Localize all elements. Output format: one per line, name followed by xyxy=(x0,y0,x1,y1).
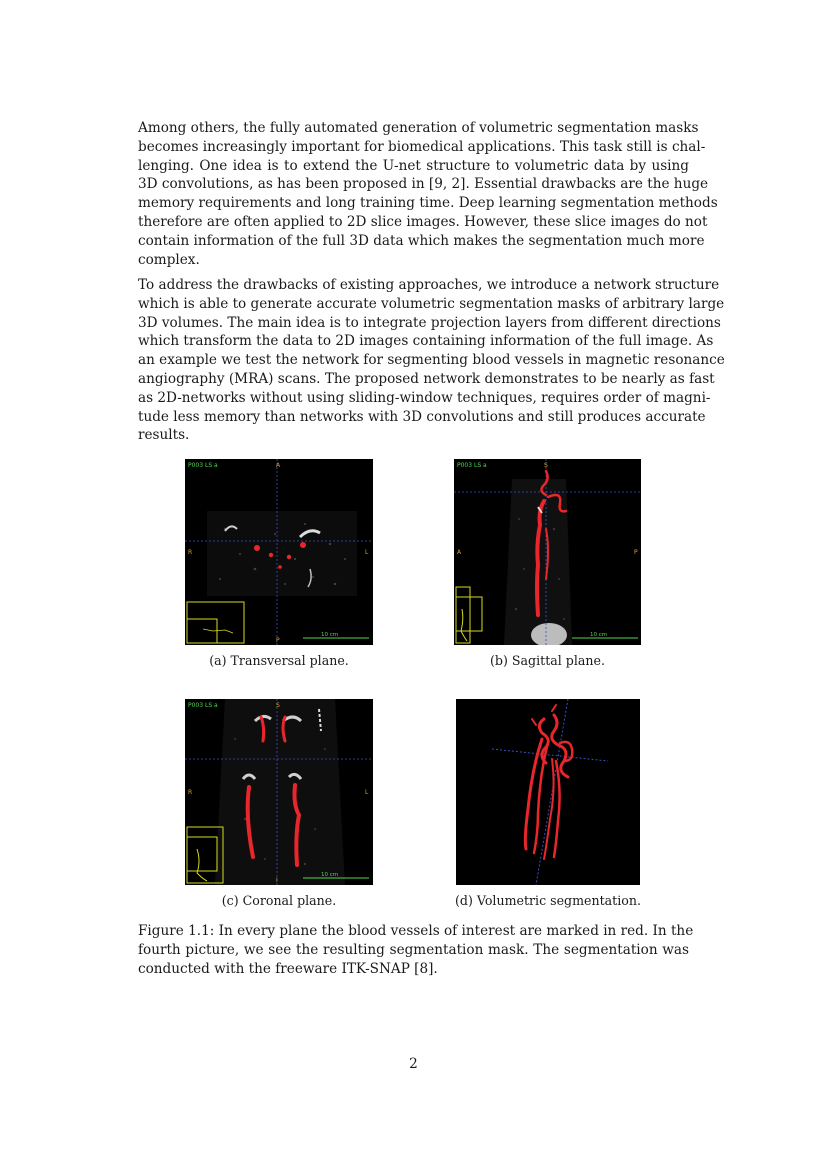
orientation-left-label: A xyxy=(457,549,462,556)
text-line: contain information of the full 3D data which makes the segmentation much more xyxy=(138,232,705,249)
caption-coronal: (c) Coronal plane. xyxy=(221,893,337,908)
paragraph-intro xyxy=(138,119,718,269)
paragraph-approach xyxy=(138,276,725,445)
page-number: 2 xyxy=(409,1056,418,1072)
orientation-right-label: L xyxy=(365,789,369,796)
caption-transversal: (a) Transversal plane. xyxy=(209,653,349,668)
image-id-label: P003 LS a xyxy=(188,702,218,709)
image-id-label: P003 LS a xyxy=(457,462,487,469)
text-line: results. xyxy=(138,427,190,444)
text-line: therefore are often applied to 2D slice images. However, these slice images do not xyxy=(138,213,708,230)
text-line: angiography (MRA) scans. The proposed network demonstrates to be nearly as fast xyxy=(138,370,715,387)
text-line: which transform the data to 2D images containing information of the full image. As xyxy=(138,333,714,350)
figure-transversal-plane xyxy=(185,459,373,645)
text-line: as 2D-networks without using sliding-window techniques, requires order of magni- xyxy=(138,389,711,406)
scale-bar-label: 10 cm xyxy=(321,632,339,638)
text-line: memory requirements and long training time. Deep learning segmentation methods xyxy=(138,195,718,212)
orientation-top-label: A xyxy=(276,462,281,469)
orientation-right-label: P xyxy=(634,549,638,556)
scale-bar-label: 10 cm xyxy=(321,872,339,878)
figure-coronal-plane xyxy=(185,699,373,885)
figure-caption xyxy=(138,922,694,978)
caption-sagittal: (b) Sagittal plane. xyxy=(490,653,605,668)
figure-sagittal-plane xyxy=(454,459,641,645)
text-line: 3D volumes. The main idea is to integrate projection layers from different directions xyxy=(138,314,721,331)
text-line: To address the drawbacks of existing approaches, we introduce a network structure xyxy=(138,277,720,293)
text-line: fourth picture, we see the resulting segmentation mask. The segmentation was xyxy=(138,941,689,958)
text-line: which is able to generate accurate volumetric segmentation masks of arbitrary large xyxy=(138,295,725,312)
orientation-left-label: R xyxy=(188,549,193,556)
orientation-bottom-label: P xyxy=(276,637,280,644)
orientation-top-label: S xyxy=(544,462,548,469)
text-line: Among others, the fully automated generation of volumetric segmentation masks xyxy=(138,120,699,136)
text-line: Figure 1.1: In every plane the blood vessels of interest are marked in red. In the xyxy=(138,923,694,939)
text-line: complex. xyxy=(138,251,200,268)
text-line: an example we test the network for segmenting blood vessels in magnetic resonance xyxy=(138,352,725,369)
scale-bar-label: 10 cm xyxy=(590,632,608,638)
text-line: tude less memory than networks with 3D convolutions and still produces accurate xyxy=(138,408,706,425)
figure-volumetric-segmentation xyxy=(456,699,640,885)
orientation-left-label: R xyxy=(188,789,193,796)
caption-volumetric: (d) Volumetric segmentation. xyxy=(455,893,641,908)
text-line: lenging. One idea is to extend the U-net structure to volumetric data by using xyxy=(138,157,689,174)
text-line: 3D convolutions, as has been proposed in [9, 2]. Essential drawbacks are the huge xyxy=(138,176,709,193)
orientation-bottom-label: I xyxy=(276,877,278,884)
text-line: conducted with the freeware ITK-SNAP [8]. xyxy=(138,960,438,977)
text-line: becomes increasingly important for biomedical applications. This task still is chal- xyxy=(138,138,706,155)
orientation-top-label: S xyxy=(276,702,280,709)
orientation-right-label: L xyxy=(365,549,369,556)
image-id-label: P003 LS a xyxy=(188,462,218,469)
